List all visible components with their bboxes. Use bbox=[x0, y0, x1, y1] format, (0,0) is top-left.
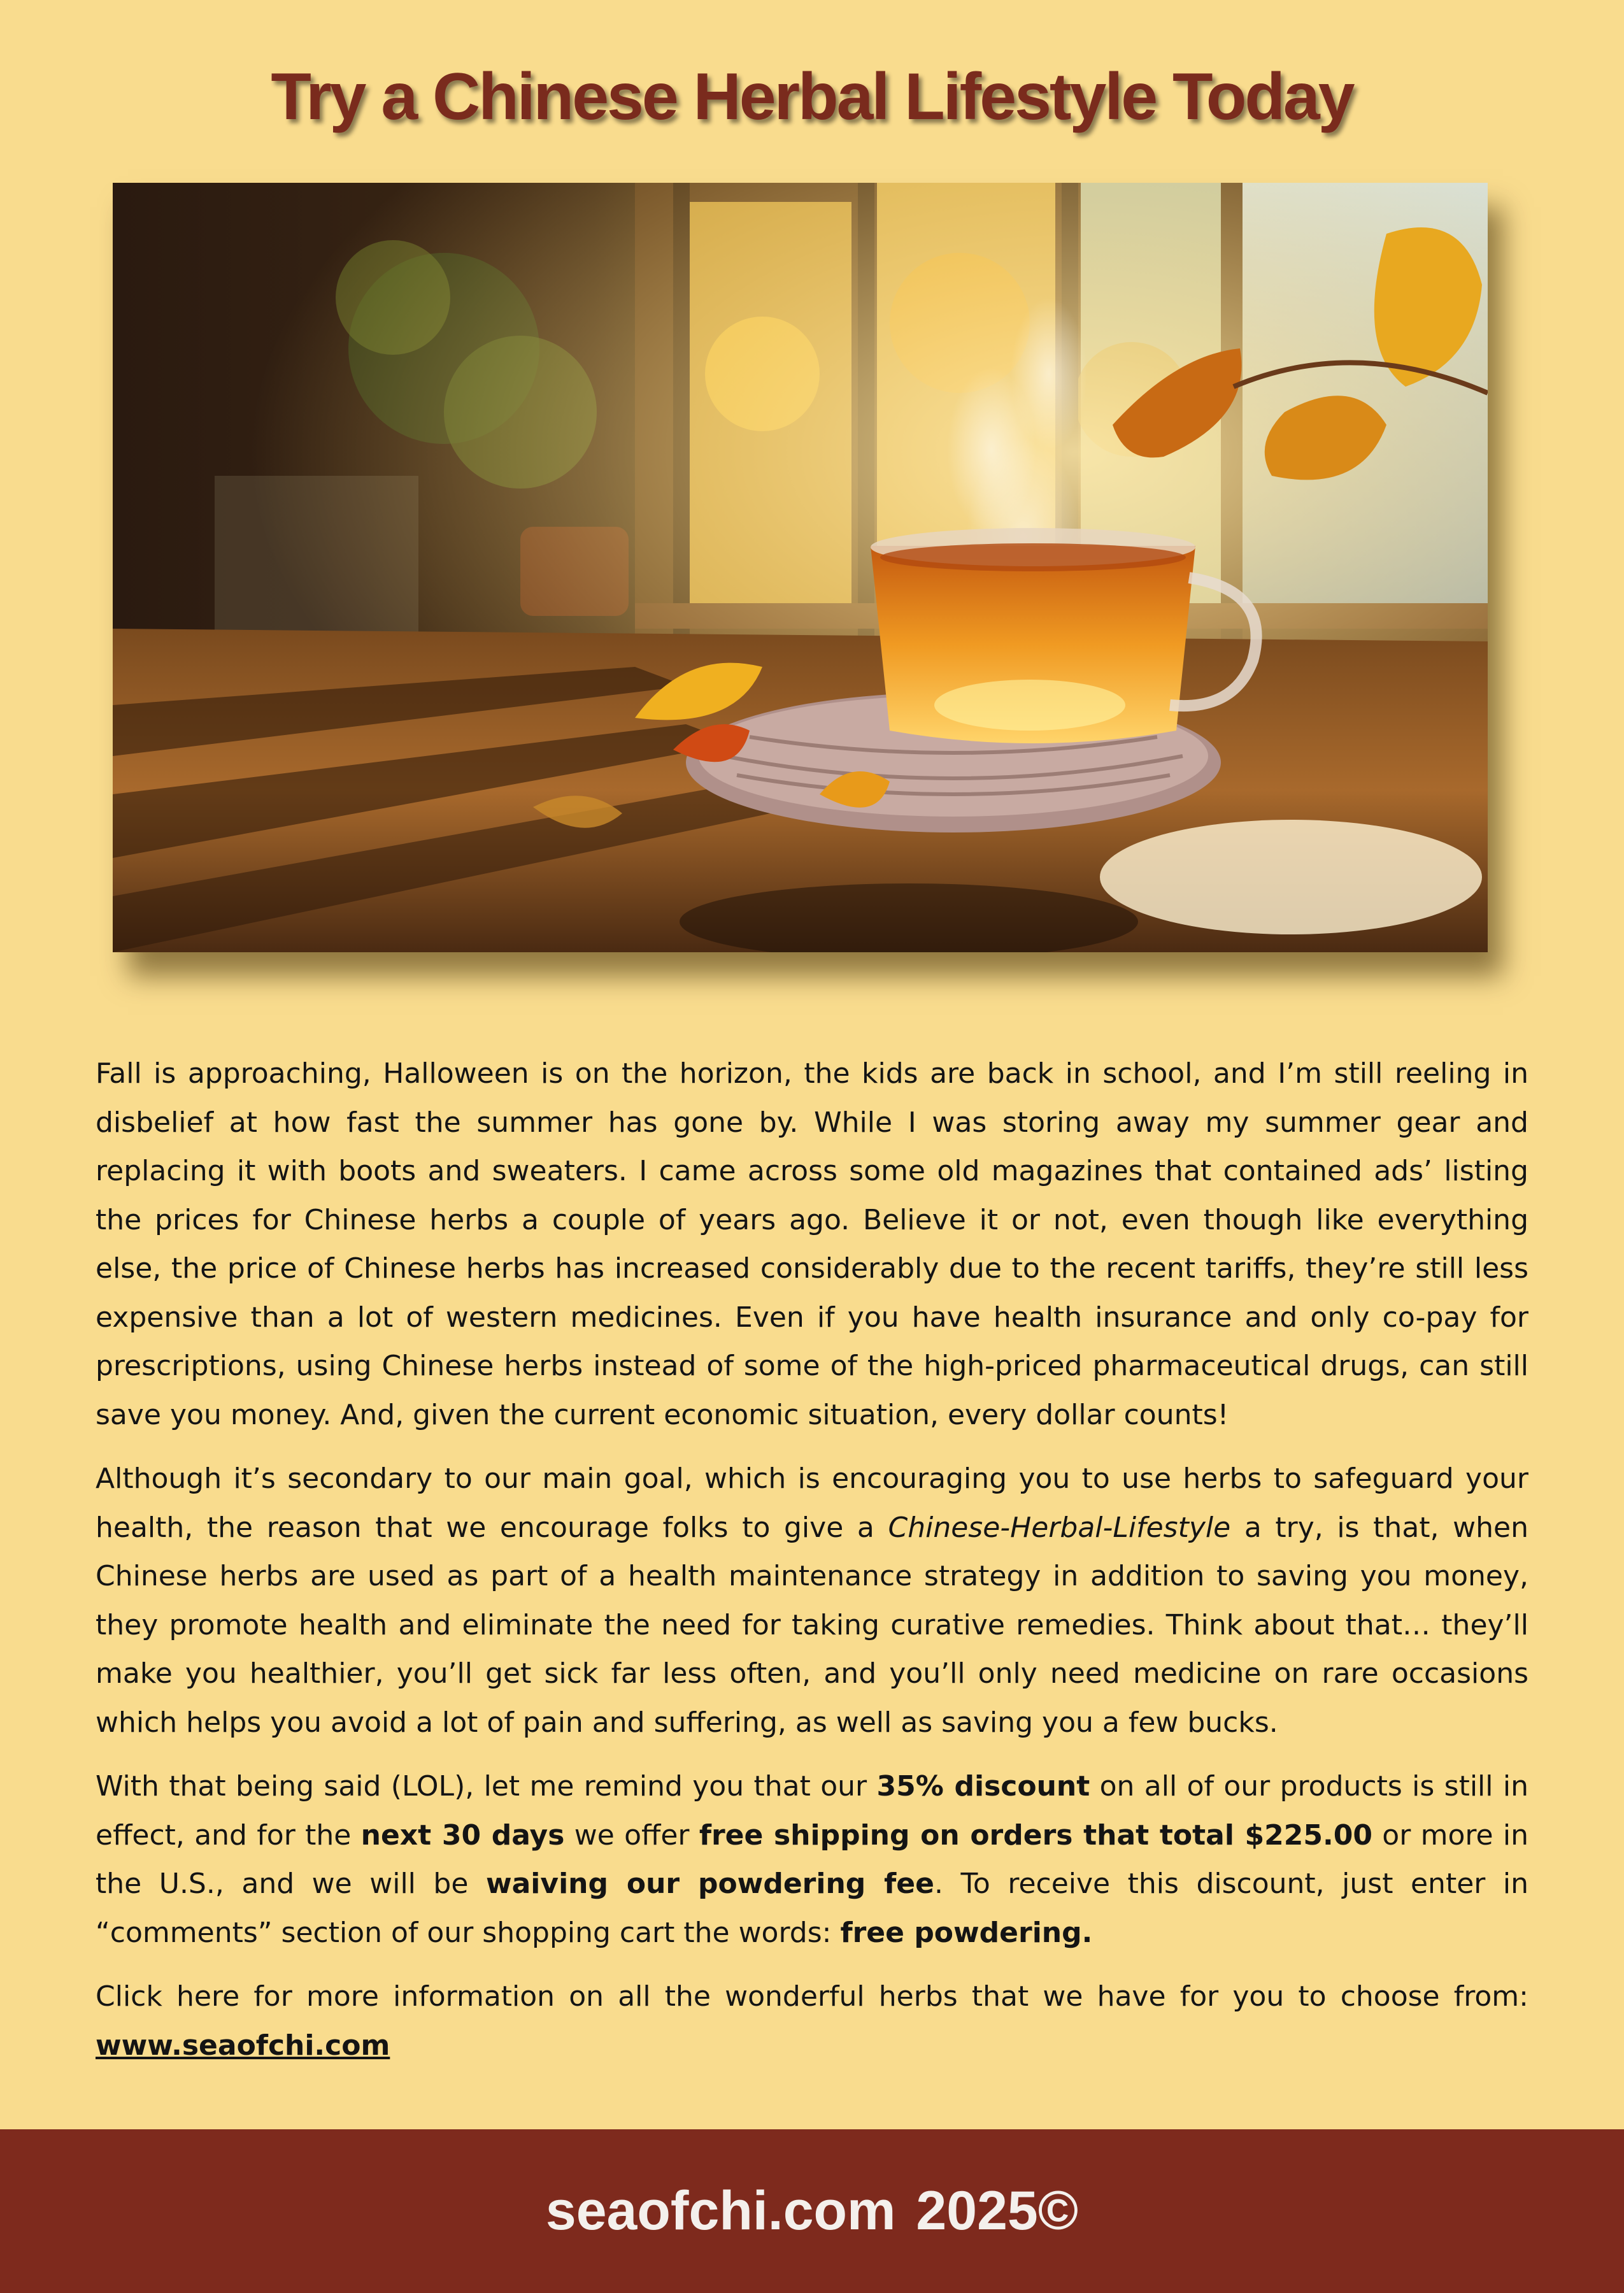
powdering-fee-offer: waiving our powdering fee bbox=[485, 1868, 934, 1900]
discount-text-1: With that being said (LOL), let me remind you that our bbox=[96, 1770, 877, 1803]
paragraph-lifestyle bbox=[96, 1455, 1528, 1747]
discount-text-3: we offer bbox=[564, 1818, 699, 1852]
paragraph-more-info bbox=[96, 1973, 1528, 2070]
footer-bar bbox=[0, 2129, 1624, 2293]
lifestyle-emphasis: Chinese-Herbal-Lifestyle bbox=[888, 1511, 1231, 1544]
offer-duration: next 30 days bbox=[360, 1818, 565, 1852]
paragraph-intro bbox=[96, 1050, 1528, 1439]
hero-tea-photo bbox=[113, 183, 1488, 952]
paragraph-intro-text: Fall is approaching, Halloween is on the horizon, the kids are back in school, and I’m still reeling in disbelief at how fast the summer has gone by. While I was storing away my summer gear and replacing it with boots and sweaters. I came across some old magazines that contained ads’ listing the prices for Chinese herbs a couple of years ago. Believe it or not, even though like everything else, the price of Chinese herbs has increased considerably due to the recent tariffs, they’re still less expensive than a lot of western medicines. Even if you have health insurance and only co-pay for prescriptions, using Chinese herbs instead of some of the high-priced pharmaceutical drugs, can still save you money. And, given the current economic situation, every dollar counts! bbox=[96, 1057, 1528, 1431]
discount-text-5: . To receive this discount, just enter in “comments” section of our shopping cart the words: bbox=[96, 1868, 1528, 1949]
discount-percent: 35% discount bbox=[876, 1770, 1090, 1803]
discount-text-2: on all of our products is still in effect, and for the bbox=[96, 1770, 1528, 1852]
paragraph-discount bbox=[96, 1762, 1528, 1957]
website-link[interactable]: www.seaofchi.com bbox=[96, 2029, 390, 2062]
more-info-text: Click here for more information on all the wonderful herbs that we have for you to choose from: bbox=[96, 1980, 1528, 2013]
page-title: Try a Chinese Herbal Lifestyle Today bbox=[271, 60, 1353, 134]
discount-text-4: or more in the U.S., and we will be bbox=[96, 1818, 1528, 1900]
promo-code: free powdering. bbox=[840, 1916, 1093, 1949]
paragraph-lifestyle-text-1: Although it’s secondary to our main goal, which is encouraging you to use herbs to safeguard your health, the reason that we encourage folks to give a bbox=[96, 1462, 1528, 1544]
footer-copyright: seaofchi.com 2025© bbox=[545, 2180, 1079, 2241]
article-body bbox=[96, 1050, 1528, 2085]
free-shipping-offer: free shipping on orders that total $225.00 bbox=[699, 1818, 1372, 1852]
paragraph-lifestyle-text-2: a try, is that, when Chinese herbs are used as part of a health maintenance strategy in addition to saving you money, they promote health and eliminate the need for taking curative remedies. Think about that… they’ll make you healthier, you’ll get sick far less often, and you’ll only need medicine on rare occasions which helps you avoid a lot of pain and suffering, as well as saving you a few bucks. bbox=[96, 1511, 1528, 1739]
